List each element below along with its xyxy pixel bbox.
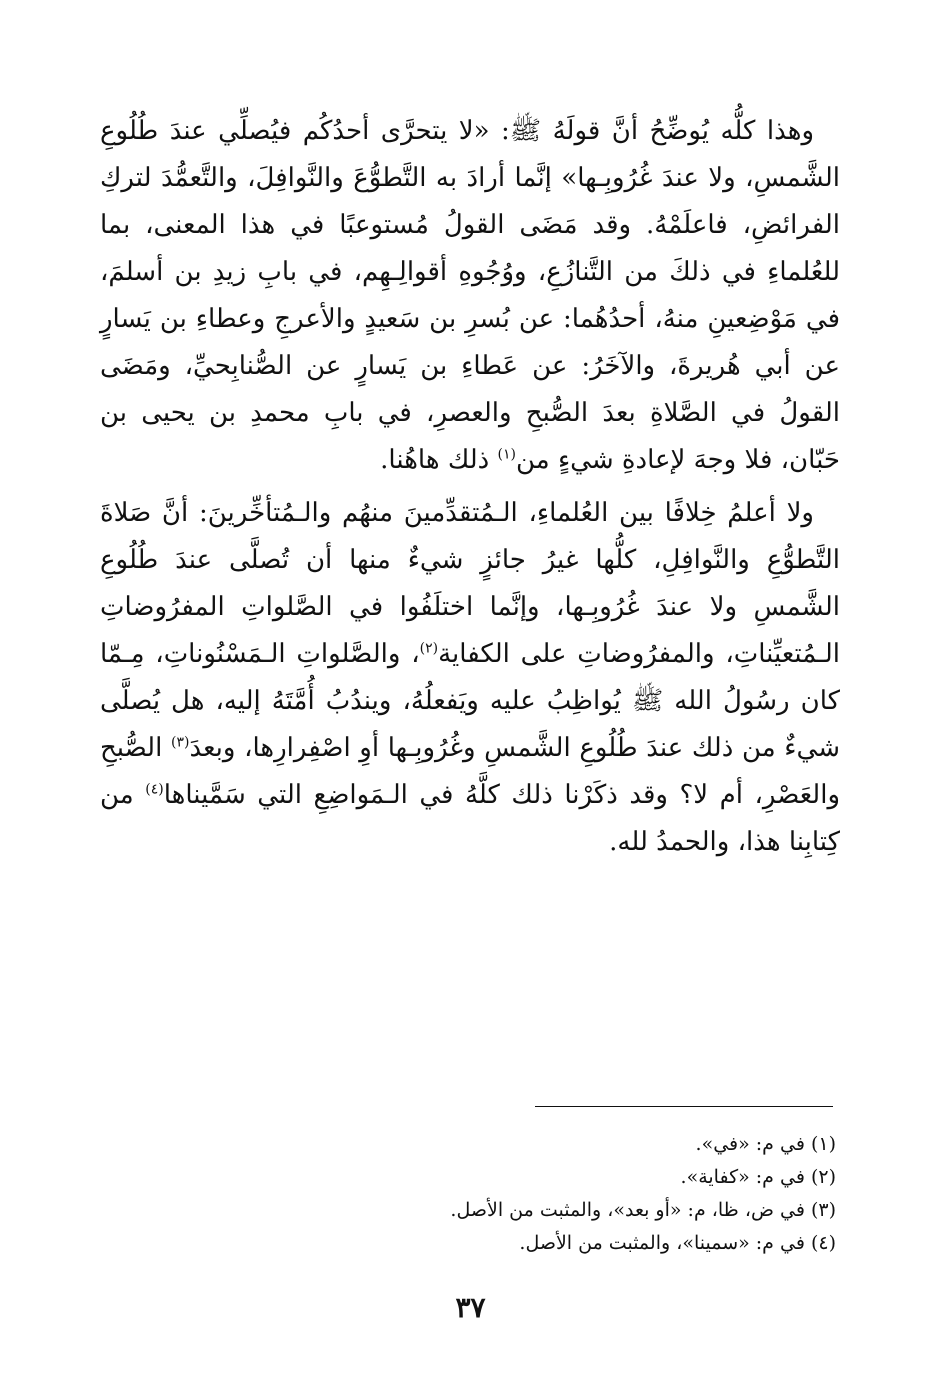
footnote-3: (٣) في ض، ظا، م: «أو بعد»، والمثبت من الأصل. (450, 1199, 836, 1221)
footnote-2: (٢) في م: «كفاية». (680, 1166, 836, 1188)
paragraph-text: الصُّبحِ والعَصْرِ، أم لا؟ وقد ذكَرْنا ذلك كلَّهُ في الـمَواضِعِ التي سَمَّيناها (100, 733, 841, 810)
paragraph-text: ، والصَّلواتِ الـمَسْنُوناتِ، مِـمّا كان رسُولُ الله ﷺ يُواظِبُ عليه ويَفعلُهُ، ويندُبُ أُمَّتَهُ إليه، هل يُصلَّى شيءٌ من ذلك عندَ طُلُوعِ الشَّمسِ وغُرُوبِـها أوِ اصْفِرارِها، وبعدَ (100, 639, 840, 763)
footnote-ref-4: (٤) (145, 781, 164, 798)
footnote-ref-3: (٣) (170, 734, 190, 751)
page-number: ٣٧ (455, 1291, 486, 1324)
footnote-divider (535, 1106, 833, 1107)
footnote-ref-1: (١) (497, 446, 516, 463)
paragraph-text: ذلك هاهُنا. (380, 445, 498, 475)
footnotes (300, 1128, 836, 1260)
paragraph-text: من كِتابِنا هذا، والحمدُ لله. (100, 780, 840, 857)
footnote-ref-2: (٢) (419, 640, 439, 657)
paragraph-text: وهذا كلُّه يُوضِّحُ أنَّ قولَهُ ﷺ: «لا يتحرَّى أحدُكُم فيُصلِّي عندَ طُلُوعِ الشَّمسِ، ولا عندَ غُرُوبِـها» إنَّما أرادَ به التَّطوُّعَ والنَّوافِلَ، والتَّعمُّدَ لتركِ الفرائضِ، فاعلَمْهُ. وقد مَضَى القولُ مُستوعبًا في هذا المعنى، بما للعُلماءِ في ذلكَ من التَّنازُعِ، ووُجُوهِ أقوالِـهِم، في بابِ زيدِ بن أسلمَ، في مَوْضِعينِ منهُ، أحدُهُما: عن بُسرِ بن سَعيدٍ والأعرجِ وعطاءِ بن يَسارٍ عن أبي هُريرةَ، والآخَرُ: عن عَطاءِ بن يَسارٍ عن الصُّنابِحيِّ، ومَضَى القولُ في الصَّلاةِ بعدَ الصُّبحِ والعصرِ، في بابِ محمدِ بن يحيى بن حَبّان، فلا وجهَ لإعادةِ شيءٍ من (100, 116, 840, 475)
paragraph-text: ولا أعلمُ خِلافًا بين العُلماءِ، الـمُتقدِّمينَ منهُم والـمُتأخِّرينَ: أنَّ صَلاةَ التَّطوُّعِ والنَّوافِلِ، كلُّها غيرُ جائزٍ شيءٌ منها أن تُصلَّى عندَ طُلُوعِ الشَّمسِ ولا عندَ غُرُوبِـها، وإنَّما اختلَفُوا في الصَّلواتِ المفرُوضاتِ الـمُتعيِّناتِ، والمفرُوضاتِ على الكفاية (100, 498, 841, 669)
paragraph-2 (100, 490, 840, 866)
footnote-1: (١) في م: «في». (695, 1133, 836, 1155)
main-text (100, 108, 840, 872)
paragraph-1 (100, 108, 840, 484)
footnote-4: (٤) في م: «سمينا»، والمثبت من الأصل. (519, 1232, 836, 1254)
